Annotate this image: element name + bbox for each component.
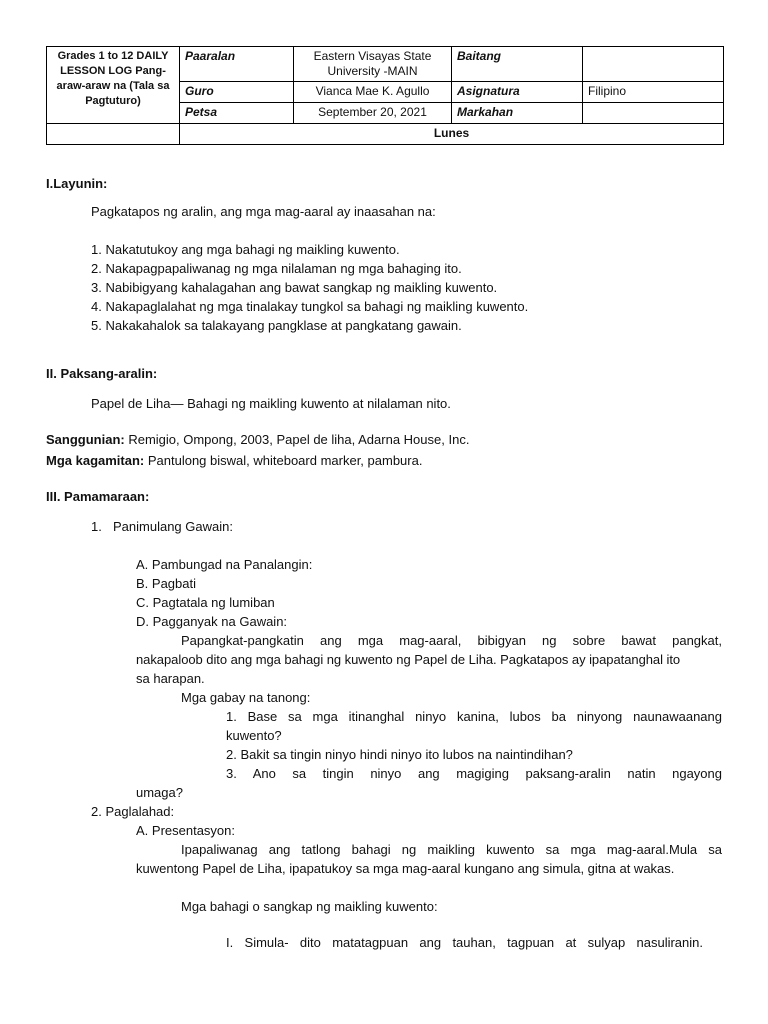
petsa-value: September 20, 2021	[294, 103, 452, 124]
step-1-item: D. Pagganyak na Gawain:	[136, 614, 288, 629]
pagganyak-line: Papangkat-pangkatin ang mga mag-aaral, bibigyan ng sobre bawat pangkat,	[181, 633, 722, 648]
day-cell: Lunes	[180, 124, 724, 145]
header-table	[46, 46, 724, 145]
objectives-intro: Pagkatapos ng aralin, ang mga mag-aaral ay inaasahan na:	[91, 204, 436, 219]
markahan-value	[583, 103, 724, 124]
step-1-item: B. Pagbati	[136, 576, 196, 591]
step-1-item: A. Pambungad na Panalangin:	[136, 557, 313, 572]
question-2: 2. Bakit sa tingin ninyo hindi ninyo ito lubos na naintindihan?	[226, 747, 573, 762]
question-1-line: 1. Base sa mga itinanghal ninyo kanina, lubos ba ninyong naunawaanang	[226, 709, 722, 724]
step-1-item: C. Pagtatala ng lumiban	[136, 595, 275, 610]
blank-cell	[47, 124, 180, 145]
paaralan-label: Paaralan	[180, 47, 294, 82]
objective-item: 4. Nakapaglalahat ng mga tinalakay tungkol sa bahagi ng maikling kuwento.	[91, 299, 529, 314]
asignatura-label: Asignatura	[452, 82, 583, 103]
section-2-heading: II. Paksang-aralin:	[46, 366, 158, 381]
guro-label: Guro	[180, 82, 294, 103]
question-1-line: kuwento?	[226, 728, 282, 743]
sanggunian-value: Remigio, Ompong, 2003, Papel de liha, Adarna House, Inc.	[124, 432, 470, 447]
objective-item: 3. Nabibigyang kahalagahan ang bawat sangkap ng maikling kuwento.	[91, 280, 498, 295]
presentasyon-line: kuwentong Papel de Liha, ipapatukoy sa mga mag-aaral kungano ang simula, gitna at wakas.	[136, 861, 675, 876]
pagganyak-line: sa harapan.	[136, 671, 205, 686]
step-2-title: 2. Paglalahad:	[91, 804, 175, 819]
objective-item: 1. Nakatutukoy ang mga bahagi ng maikling kuwento.	[91, 242, 400, 257]
question-3-line: 3. Ano sa tingin ninyo ang magiging paksang-aralin natin ngayong	[226, 766, 722, 781]
presentasyon-line: Ipapaliwanag ang tatlong bahagi ng maikling kuwento sa mga mag-aaral.Mula sa	[181, 842, 722, 857]
pagganyak-line: nakapaloob dito ang mga bahagi ng kuwento ng Papel de Liha. Pagkatapos ay ipapatanghal ito	[136, 652, 681, 667]
sanggunian-label: Sanggunian:	[46, 432, 125, 447]
kagamitan-line	[46, 453, 422, 468]
bahagi-label: Mga bahagi o sangkap ng maikling kuwento:	[181, 899, 438, 914]
sanggunian-line	[46, 432, 469, 447]
presentasyon-label: A. Presentasyon:	[136, 823, 235, 838]
section-1-heading: I.Layunin:	[46, 176, 108, 191]
markahan-label: Markahan	[452, 103, 583, 124]
guro-value: Vianca Mae K. Agullo	[294, 82, 452, 103]
topic-text: Papel de Liha— Bahagi ng maikling kuwento at nilalaman nito.	[91, 396, 451, 411]
baitang-label: Baitang	[452, 47, 583, 82]
petsa-label: Petsa	[180, 103, 294, 124]
simula-line: I. Simula- dito matatagpuan ang tauhan, tagpuan at sulyap nasuliranin.	[226, 935, 703, 950]
kagamitan-label: Mga kagamitan:	[46, 453, 145, 468]
section-3-heading: III. Pamamaraan:	[46, 489, 150, 504]
lesson-log-title: Grades 1 to 12 DAILY LESSON LOG Pang-araw-araw na (Tala sa Pagtuturo)	[47, 47, 180, 124]
baitang-value	[583, 47, 724, 82]
question-3-line: umaga?	[136, 785, 183, 800]
objective-item: 5. Nakakahalok sa talakayang pangklase at pangkatang gawain.	[91, 318, 462, 333]
gabay-label: Mga gabay na tanong:	[181, 690, 311, 705]
objective-item: 2. Nakapagpapaliwanag ng mga nilalaman ng mga bahaging ito.	[91, 261, 462, 276]
paaralan-value: Eastern Visayas State University -MAIN	[294, 47, 452, 82]
step-1-title: Panimulang Gawain:	[113, 519, 233, 534]
kagamitan-value: Pantulong biswal, whiteboard marker, pambura.	[144, 453, 423, 468]
step-1-number: 1.	[91, 519, 102, 534]
asignatura-value: Filipino	[583, 82, 724, 103]
